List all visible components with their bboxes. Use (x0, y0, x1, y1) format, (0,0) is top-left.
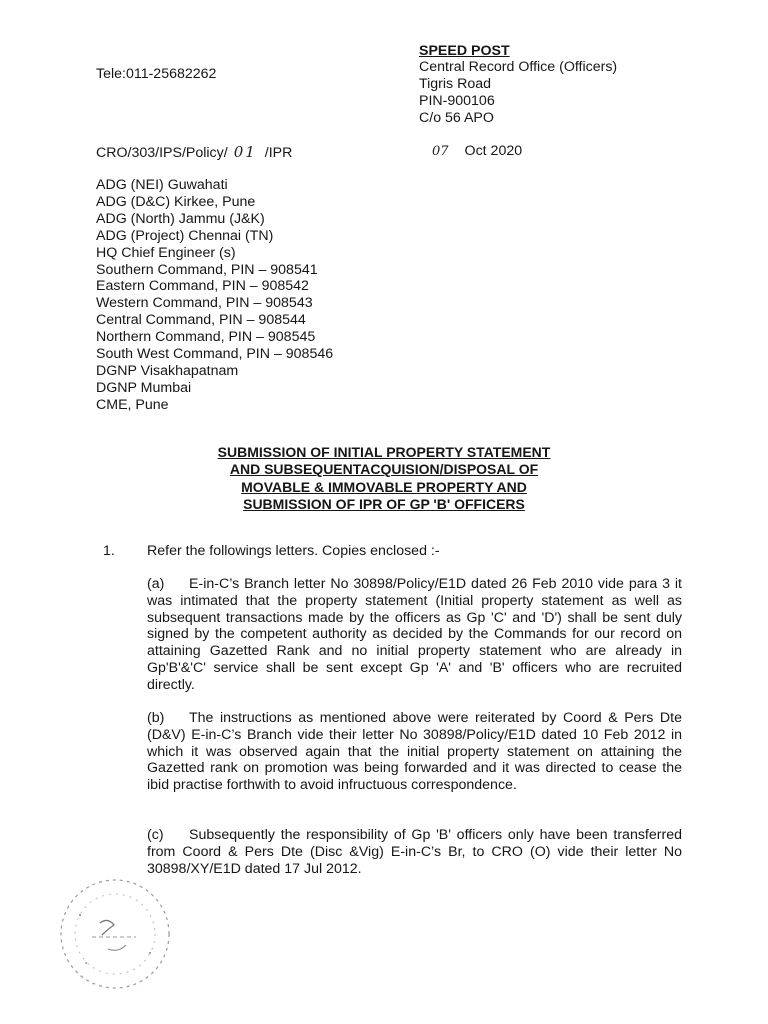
date-month-year: Oct 2020 (464, 143, 523, 159)
addressee: Northern Command, PIN – 908545 (96, 329, 316, 346)
addressee: Western Command, PIN – 908543 (96, 295, 313, 312)
sub-paragraph-text: Subsequently the responsibility of Gp 'B' officers only have been transferred from Coord & Pers Dte (Disc &Vig) E-in-C’s Br, to CRO (O) vide their letter No 30898/XY/E1D dated 17 Jul 2012. (147, 827, 682, 877)
addressee: Central Command, PIN – 908544 (96, 312, 306, 329)
addressee: Eastern Command, PIN – 908542 (96, 278, 309, 295)
reference-prefix: CRO/303/IPS/Policy/ (96, 145, 228, 161)
reference-suffix: /IPR (264, 145, 293, 161)
addressee: ADG (Project) Chennai (TN) (96, 227, 274, 244)
addressee: DGNP Mumbai (96, 379, 192, 396)
letter-date (432, 143, 522, 160)
paragraph-lead: Refer the followings letters. Copies enclosed :- (147, 543, 440, 559)
addressee: HQ Chief Engineer (s) (96, 244, 236, 261)
paragraph-number: 1. (103, 543, 115, 559)
office-stamp-seal (56, 875, 174, 993)
speed-post-heading: SPEED POST (419, 43, 510, 59)
addressee: ADG (D&C) Kirkee, Pune (96, 193, 256, 210)
sub-paragraph-a (147, 576, 682, 694)
subject-line: MOVABLE & IMMOVABLE PROPERTY AND (241, 478, 527, 495)
subject-line: AND SUBSEQUENTACQUISION/DISPOSAL OF (229, 461, 539, 478)
sub-paragraph-text: The instructions as mentioned above were reiterated by Coord & Pers Dte (D&V) E-in-C’s Branch vide their letter No 30898/Policy/E1D dated 10 Feb 2012 in which it was observed again that the initial property statement on attaining the Gazetted rank on promotion was being forwarded and it was directed to cease the ibid practise forthwith to avoid infructuous correspondence. (147, 710, 682, 794)
sender-address (419, 59, 617, 127)
handwritten-day: 07 (432, 144, 449, 159)
handwritten-number: 01 (233, 143, 257, 161)
sub-paragraph-label: (b) (147, 710, 165, 726)
sub-paragraph-text: E-in-C’s Branch letter No 30898/Policy/E1D dated 26 Feb 2010 vide para 3 it was intimated that the property statement (Initial property statement as well as subsequent transactions made by the officers as Gp 'C' and 'D') shall be sent duly signed by the competent authority as decided by the Commands for our record on attaining Gazetted Rank and no initial property statement who are already in Gp'B'&'C' service shall be sent except Gp 'A' and 'B' officers who are recruited directly. (147, 576, 682, 693)
addressee: ADG (NEI) Guwahati (96, 177, 228, 193)
address-line: C/o 56 APO (419, 109, 494, 126)
addressee: Southern Command, PIN – 908541 (96, 261, 318, 278)
subject-line: SUBMISSION OF INITIAL PROPERTY STATEMENT (217, 444, 551, 460)
addressee-list (96, 177, 333, 414)
addressee: ADG (North) Jammu (J&K) (96, 210, 265, 227)
address-line: Tigris Road (419, 75, 492, 92)
sub-paragraph-label: (a) (147, 576, 165, 592)
address-line: Central Record Office (Officers) (419, 59, 618, 75)
sub-paragraph-c (147, 827, 682, 877)
subject-line: SUBMISSION OF IPR OF GP 'B' OFFICERS (243, 495, 525, 512)
addressee: South West Command, PIN – 908546 (96, 346, 334, 363)
subject-heading (0, 444, 768, 513)
reference-number (96, 144, 292, 162)
addressee: CME, Pune (96, 396, 169, 413)
sub-paragraph-label: (c) (147, 827, 164, 843)
sub-paragraph-b (147, 710, 682, 794)
addressee: DGNP Visakhapatnam (96, 362, 239, 379)
address-line: PIN-900106 (419, 92, 495, 109)
telephone: Tele:011-25682262 (96, 66, 217, 82)
